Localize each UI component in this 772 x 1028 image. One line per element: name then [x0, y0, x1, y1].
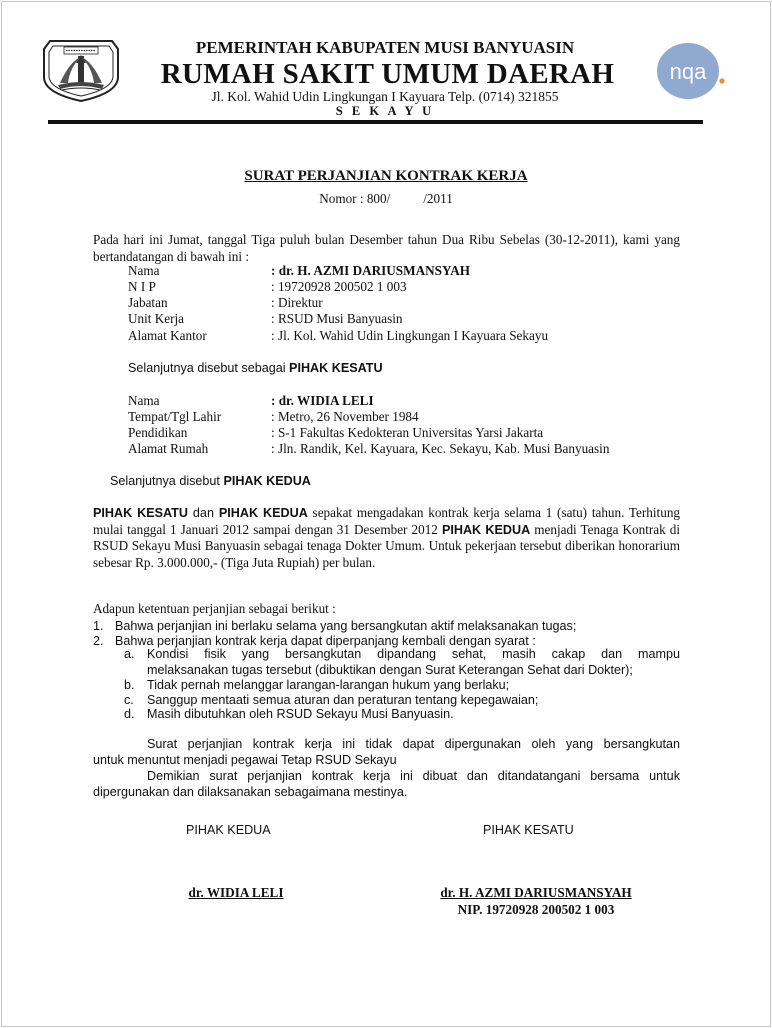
regency-seal-logo [40, 33, 122, 103]
party1-value-unit: : RSUD Musi Banyuasin [271, 311, 403, 326]
letterhead-government: PEMERINTAH KABUPATEN MUSI BANYUASIN [195, 38, 575, 57]
party1-designation-prefix: Selanjutnya disebut sebagai [128, 361, 290, 375]
closing-paragraph1-continued: untuk menuntut menjadi pegawai Tetap RSUD Sekayu [93, 753, 397, 767]
agreement-party2: PIHAK KEDUA [218, 506, 308, 520]
party2-value-home-address: : Jln. Randik, Kel. Kayuara, Kec. Sekayu, Kab. Musi Banyuasin [271, 441, 610, 456]
term-text: Bahwa perjanjian kontrak kerja dapat diperpanjang kembali dengan syarat : [115, 634, 536, 648]
party2-designation [110, 473, 311, 490]
agreement-party1: PIHAK KESATU [93, 506, 188, 520]
party2-designation-name: PIHAK KEDUA [223, 474, 311, 488]
subterm-text: Kondisi fisik yang bersangkutan dipandang sehat, masih cakap dan mampu [147, 647, 680, 661]
party1-value-nip: : 19720928 200502 1 003 [271, 279, 407, 294]
party1-label-unit: Unit Kerja [128, 311, 185, 326]
agreement-text3: menjadi Tenaga Kontrak di RSUD Sekayu Musi Banyuasin sebagai tenaga Dokter Umum. Untuk pekerjaan tersebut diberikan honorarium sebesar Rp. 3.000.000,- (Tiga Juta Rupiah) per bulan. [93, 521, 681, 570]
party1-label-office-address: Alamat Kantor [128, 328, 207, 343]
subterm-letter: a. [124, 647, 135, 661]
party2-designation-prefix: Selanjutnya disebut [110, 474, 224, 488]
agreement-text2: sepakat mengadakan kontrak kerja selama 1 (satu) tahun. Terhitung mulai tanggal 1 Januari 2012 sampai dengan 31 Desember 2012 [93, 505, 681, 537]
terms-intro: Adapun ketentuan perjanjian sebagai berikut : [93, 601, 336, 616]
term-number: 2. [93, 634, 104, 648]
letterhead-hospital-name: RUMAH SAKIT UMUM DAERAH [160, 58, 615, 90]
party1-value-name: : dr. H. AZMI DARIUSMANSYAH [271, 263, 471, 278]
letterhead-address: Jl. Kol. Wahid Udin Lingkungan I Kayuara Telp. (0714) 321855 [211, 89, 559, 104]
party1-value-position: : Direktur [271, 295, 323, 310]
party2-value-birth: : Metro, 26 November 1984 [271, 409, 419, 424]
document-number: Nomor : 800/ /2011 [319, 191, 453, 206]
signature-left-name: dr. WIDIA LELI [188, 885, 284, 900]
subterm-letter: d. [124, 707, 135, 721]
party1-label-nip: N I P [128, 279, 156, 294]
term-text: Bahwa perjanjian ini berlaku selama yang bersangkutan aktif melaksanakan tugas; [115, 619, 577, 633]
signature-right-title: PIHAK KESATU [483, 823, 574, 837]
letterhead-city: S E K A Y U [335, 104, 435, 118]
subterm-text: Sanggup mentaati semua aturan dan peraturan tentang kepegawaian; [147, 693, 539, 707]
party2-value-education: : S-1 Fakultas Kedokteran Universitas Yarsi Jakarta [271, 425, 544, 440]
party1-designation [128, 360, 383, 377]
nqa-logo-text: nqa [669, 59, 707, 84]
letterhead-divider [48, 120, 703, 124]
party2-label-home-address: Alamat Rumah [128, 441, 209, 456]
party2-label-education: Pendidikan [128, 425, 188, 440]
party1-designation-name: PIHAK KESATU [289, 361, 383, 375]
subterm-text: Tidak pernah melanggar larangan-larangan hukum yang berlaku; [147, 678, 510, 692]
party1-label-name: Nama [128, 263, 160, 278]
agreement-party2-again: PIHAK KEDUA [441, 522, 531, 537]
party2-value-name: : dr. WIDIA LELI [271, 393, 374, 408]
closing-paragraph2-continued: dipergunakan dan dilaksanakan sebagaimana mestinya. [93, 785, 408, 799]
agreement-text1: dan [187, 506, 219, 520]
subterm-letter: b. [124, 678, 135, 692]
signature-right-name: dr. H. AZMI DARIUSMANSYAH [440, 885, 632, 900]
term-number: 1. [93, 619, 104, 633]
subterm-letter: c. [124, 693, 134, 707]
party2-label-birth: Tempat/Tgl Lahir [128, 409, 222, 424]
closing-paragraph2: Demikian surat perjanjian kontrak kerja ini dibuat dan ditandatangani bersama untuk [147, 769, 680, 783]
agreement-paragraph [93, 505, 680, 571]
party2-label-name: Nama [128, 393, 160, 408]
nqa-certification-logo [655, 41, 725, 101]
subterm-text: Masih dibutuhkan oleh RSUD Sekayu Musi Banyuasin. [147, 707, 454, 721]
opening-paragraph: Pada hari ini Jumat, tanggal Tiga puluh bulan Desember tahun Dua Ribu Sebelas (30-12-2011), kami yang bertandatangan di bawah ini : [93, 232, 680, 264]
closing-paragraph1: Surat perjanjian kontrak kerja ini tidak dapat dipergunakan oleh yang bersangkutan [147, 737, 680, 751]
signature-left-title: PIHAK KEDUA [186, 823, 271, 837]
subterm-text-continued: melaksanakan tugas tersebut (dibuktikan dengan Surat Keterangan Sehat dari Dokter); [147, 663, 633, 677]
signature-right-nip: NIP. 19720928 200502 1 003 [457, 902, 615, 917]
party1-value-office-address: : Jl. Kol. Wahid Udin Lingkungan I Kayuara Sekayu [271, 328, 549, 343]
party1-label-position: Jabatan [128, 295, 168, 310]
document-title: SURAT PERJANJIAN KONTRAK KERJA [244, 168, 528, 184]
